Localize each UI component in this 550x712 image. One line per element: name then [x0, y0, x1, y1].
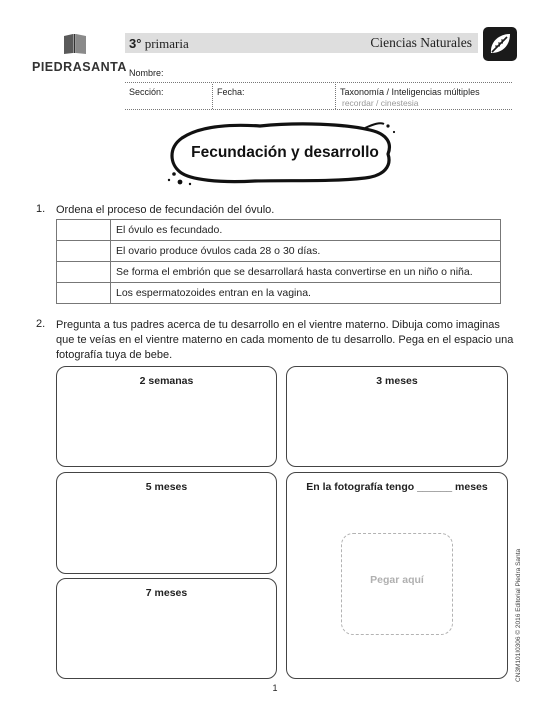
divider [212, 84, 213, 109]
box-label: En la fotografía tengo ______ meses [306, 481, 488, 493]
paste-area[interactable] [341, 533, 453, 635]
grade-number: 3° [129, 36, 142, 51]
question-1-number: 1. [36, 203, 46, 215]
page-number: 1 [272, 683, 278, 693]
photo-box[interactable] [286, 472, 508, 679]
divider [335, 84, 336, 109]
taxonomy-label: Taxonomía / Inteligencias múltiples [340, 87, 480, 97]
subject-title: Ciencias Naturales [370, 35, 472, 50]
date-label: Fecha: [217, 87, 245, 97]
ordering-table [56, 219, 501, 304]
prompt-line: fotografía tuya de bebe. [56, 349, 173, 361]
table-row [57, 241, 501, 262]
table-row [57, 262, 501, 283]
drawing-box-7-months[interactable] [56, 578, 277, 679]
order-number-cell[interactable] [57, 241, 111, 262]
page-title: Fecundación y desarrollo [191, 144, 379, 161]
prompt-line: Pregunta a tus padres acerca de tu desarrollo en el vientre materno. Dibuja como imaginas [56, 319, 500, 331]
drawing-box-3-months[interactable] [286, 366, 508, 467]
table-row [57, 283, 501, 304]
name-label: Nombre: [129, 68, 164, 78]
prompt-line: que te veías en el vientre materno en cada momento de tu desarrollo. Pega en el espacio una [56, 334, 514, 346]
box-label: 7 meses [145, 587, 188, 599]
order-statement: Se forma el embrión que se desarrollará hasta convertirse en un niño o niña. [111, 262, 501, 283]
order-number-cell[interactable] [57, 220, 111, 241]
publisher-logo: PIEDRASANTA [32, 60, 127, 74]
order-number-cell[interactable] [57, 283, 111, 304]
box-label: 2 semanas [139, 375, 194, 387]
question-2-number: 2. [36, 318, 46, 330]
grade-label [129, 36, 189, 52]
question-1-prompt: Ordena el proceso de fecundación del óvulo. [56, 204, 275, 216]
box-label: 5 meses [145, 481, 188, 493]
order-statement: Los espermatozoides entran en la vagina. [111, 283, 501, 304]
order-statement: El ovario produce óvulos cada 28 o 30 días. [111, 241, 501, 262]
book-logo-icon [62, 33, 88, 55]
grade-level: primaria [144, 36, 189, 51]
paste-label: Pegar aquí [370, 574, 424, 586]
question-2-prompt [56, 318, 526, 363]
footer-code: CN3M101I0306 © 2016 Editorial Piedra Santa [515, 548, 522, 682]
name-field[interactable] [125, 82, 512, 83]
order-number-cell[interactable] [57, 262, 111, 283]
drawing-box-5-months[interactable] [56, 472, 277, 574]
section-date-field[interactable] [125, 109, 512, 110]
section-label: Sección: [129, 87, 164, 97]
table-row [57, 220, 501, 241]
taxonomy-value: recordar / cinestesia [342, 98, 419, 108]
leaf-icon [482, 26, 518, 62]
box-label: 3 meses [376, 375, 418, 387]
order-statement: El óvulo es fecundado. [111, 220, 501, 241]
drawing-box-2-weeks[interactable] [56, 366, 277, 467]
